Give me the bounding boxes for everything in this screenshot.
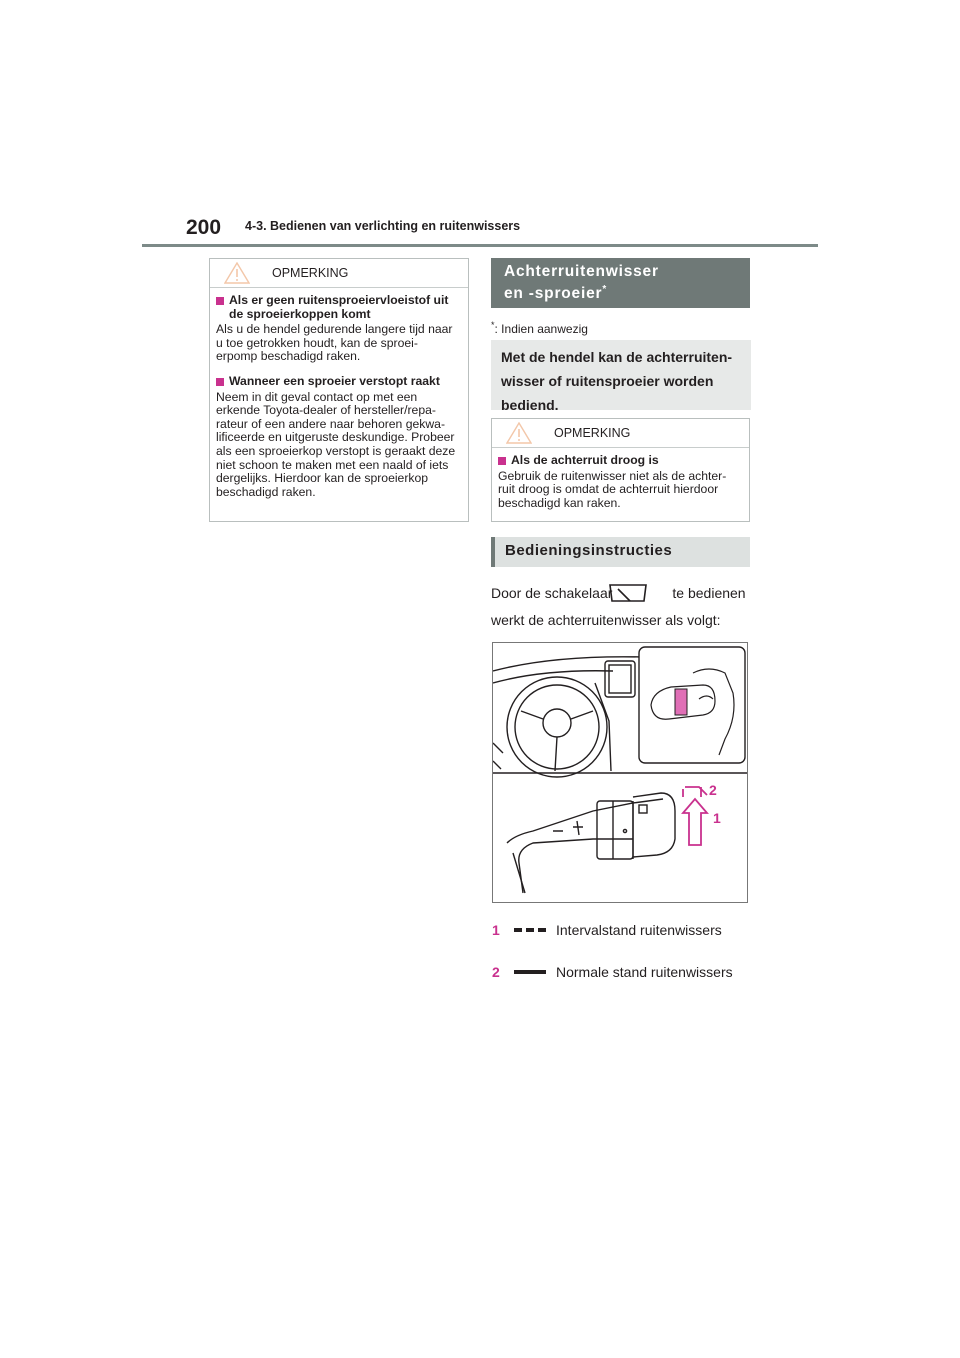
legend-item-1 [492, 922, 722, 938]
instruction-line-1: Door de schakelaar te bedienen [491, 585, 746, 601]
notice-label: OPMERKING [554, 426, 631, 440]
square-bullet-icon [216, 378, 224, 386]
left-notice-box [209, 258, 469, 522]
header-rule [142, 244, 818, 247]
section-title: 4-3. Bedienen van verlichting en ruitenwissers [245, 219, 521, 233]
warning-icon [224, 262, 250, 284]
notice-subtitle: Wanneer een sproeier verstopt raakt [216, 375, 462, 389]
notice-paragraph: Neem in dit geval contact op met een erkende Toyota-dealer of hersteller/repa- rateur of een andere naar behoren gekwa- lificeerde en uitgeruste deskundige. Probeer als een sproeierkop verstopt is geraakt deze niet schoon te maken met een naald of iets dergelijks. Hierdoor kan de sproeierkop beschadigd raken. [216, 389, 456, 499]
page-number: 200 [186, 216, 222, 239]
wiper-lever-illustration [492, 642, 748, 903]
callout-1: 1 [713, 810, 721, 826]
banner-line-1: Achterruitenwisser [504, 263, 659, 280]
notice-subtitle: Als er geen ruitensproeiervloeistof uit de sproeierkoppen komt [216, 294, 462, 321]
intro-box: Met de hendel kan de achterruiten- wisser of ruitensproeier worden bediend. [491, 340, 751, 410]
notice-body [210, 288, 468, 499]
legend-number: 1 [492, 922, 500, 938]
chapter-banner [491, 258, 750, 308]
notice-paragraph: Gebruik de ruitenwisser niet als de achter- ruit droog is omdat de achterruit hierdoor beschadigd kan raken. [498, 468, 727, 510]
section-bar: Bedieningsinstructies [491, 537, 750, 567]
notice-paragraph: Als u de hendel gedurende langere tijd naar u toe getrokken houdt, kan de sproei- erpomp beschadigd raken. [216, 322, 453, 364]
warning-icon [506, 422, 532, 444]
legend-number: 2 [492, 964, 500, 980]
callout-2: 2 [709, 782, 717, 798]
illustration-drawing [493, 643, 748, 903]
square-bullet-icon [216, 297, 224, 305]
instruction-line-2: werkt de achterruitenwisser als volgt: [491, 612, 721, 628]
notice-body [492, 448, 749, 510]
square-bullet-icon [498, 457, 506, 465]
interval-mode-icon [514, 925, 546, 935]
notice-label: OPMERKING [272, 266, 349, 280]
notice-header [492, 419, 749, 448]
banner-line-2: en -sproeier* [504, 284, 608, 303]
notice-header [210, 259, 468, 288]
footnote-asterisk: * [491, 320, 495, 330]
normal-mode-icon [514, 967, 546, 977]
rear-wiper-switch-icon [604, 581, 652, 605]
legend-item-2 [492, 964, 733, 980]
notice-subtitle: Als de achterruit droog is [498, 454, 743, 468]
legend-text: Normale stand ruitenwissers [556, 964, 733, 980]
legend-text: Intervalstand ruitenwissers [556, 922, 722, 938]
footnote: *: Indien aanwezig [491, 320, 588, 336]
asterisk-mark: * [602, 284, 608, 295]
right-notice-box [491, 418, 750, 522]
